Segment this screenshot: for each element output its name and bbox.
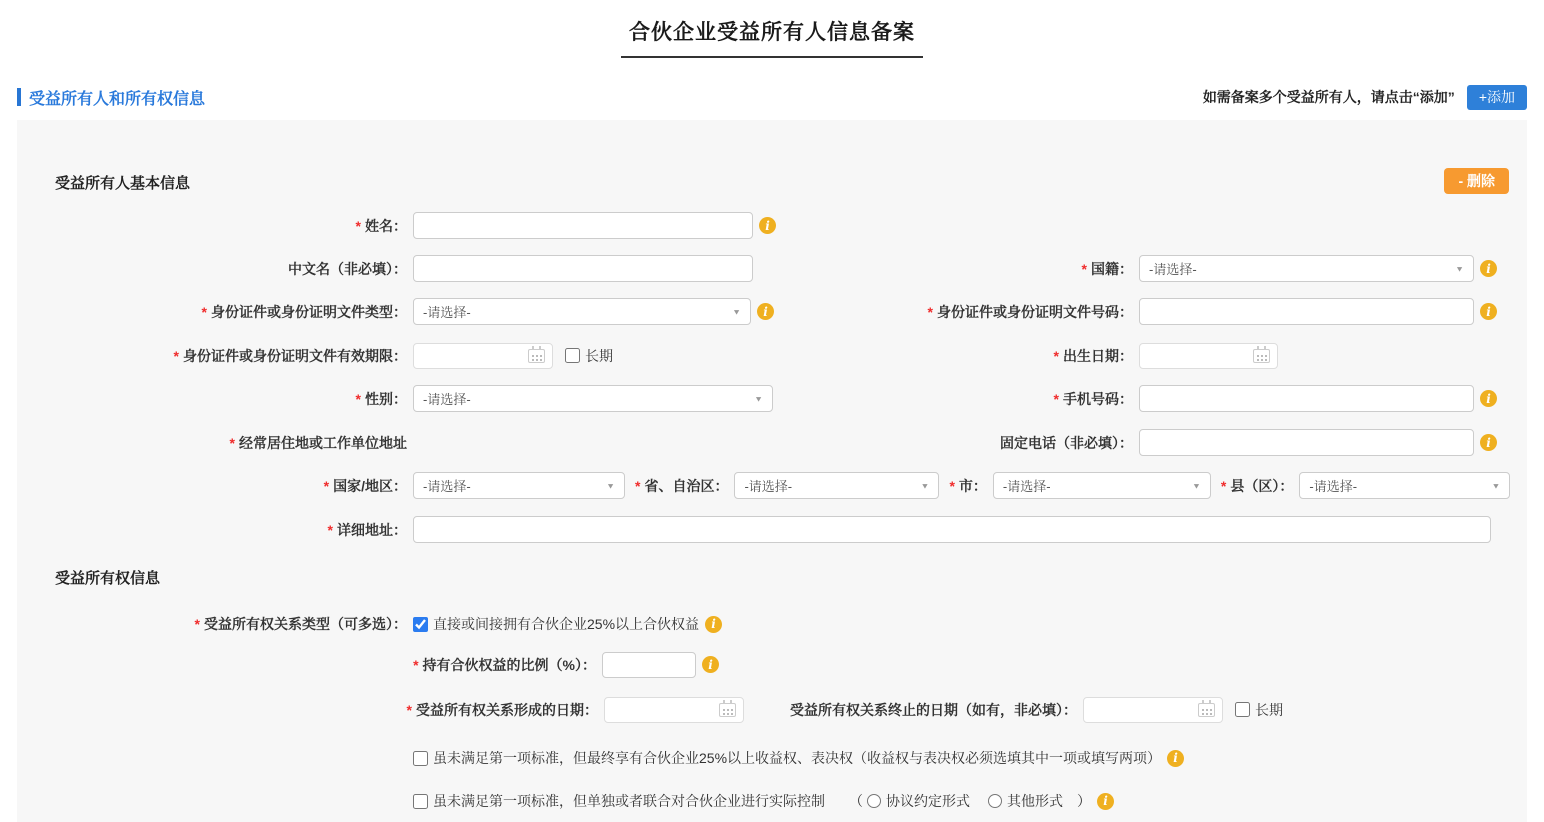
id-number-group	[860, 298, 1497, 325]
country-label-cell	[17, 476, 413, 496]
landline-group	[860, 429, 1497, 456]
country-label: 国家/地区：	[333, 477, 407, 494]
row-region-selects	[17, 472, 1527, 499]
required-mark: *	[635, 477, 641, 494]
id-validity-label-cell	[17, 346, 413, 366]
mobile-group	[860, 385, 1497, 412]
chinese-name-input[interactable]	[413, 255, 753, 282]
required-mark: *	[355, 217, 361, 234]
nationality-label-cell	[860, 259, 1139, 279]
nationality-group	[860, 255, 1497, 282]
id-longterm-checkbox[interactable]	[565, 346, 613, 366]
ownership-option2-label: 虽未满足第一项标准，但最终享有合伙企业25%以上收益权、表决权（收益权与表决权必须选填其中一项或填写两项）	[433, 750, 1162, 766]
ownership-option2-checkbox[interactable]	[413, 748, 1161, 768]
id-number-label: 身份证件或身份证明文件号码：	[937, 303, 1133, 320]
info-icon[interactable]	[759, 217, 776, 234]
section-title: 受益所有人和所有权信息	[29, 90, 206, 108]
required-mark: *	[355, 390, 361, 407]
info-icon[interactable]	[1097, 793, 1114, 810]
paren-close: ）	[1077, 793, 1091, 809]
row-name	[17, 212, 1527, 239]
section-accent-bar	[17, 88, 21, 106]
detail-address-label-cell	[17, 520, 413, 540]
info-icon[interactable]	[1480, 260, 1497, 277]
info-icon[interactable]	[1480, 303, 1497, 320]
id-number-label-cell	[860, 302, 1139, 322]
required-mark: *	[1053, 347, 1059, 364]
row-address-landline	[17, 429, 1527, 456]
required-mark: *	[327, 521, 333, 538]
info-icon[interactable]	[1480, 434, 1497, 451]
select-value: -请选择-	[423, 392, 471, 407]
nationality-select[interactable]	[1139, 255, 1474, 282]
info-icon[interactable]	[705, 616, 722, 633]
info-glyph: i	[1103, 794, 1108, 808]
birth-date-group	[860, 342, 1278, 369]
required-mark: *	[1053, 390, 1059, 407]
ownership-option1-checkbox[interactable]	[413, 614, 699, 634]
other-form-label: 其他形式	[1007, 793, 1063, 809]
required-mark: *	[194, 616, 200, 632]
county-select[interactable]	[1299, 472, 1510, 499]
county-label: 县（区）：	[1230, 477, 1294, 494]
formed-date-label-cell	[17, 700, 604, 720]
info-glyph: i	[1486, 261, 1491, 276]
name-input[interactable]	[413, 212, 753, 239]
name-label: 姓名：	[365, 217, 407, 234]
gender-select[interactable]	[413, 385, 773, 412]
row-relation-type	[17, 614, 1527, 634]
equity-ratio-label-cell	[17, 655, 602, 675]
landline-input[interactable]	[1139, 429, 1474, 456]
required-mark: *	[406, 701, 412, 718]
info-icon[interactable]	[1167, 750, 1184, 767]
name-label-cell	[17, 216, 413, 236]
info-glyph: i	[765, 218, 770, 233]
mobile-label-cell	[860, 389, 1139, 409]
ownership-option1-checkbox-input[interactable]	[413, 617, 428, 632]
select-value: -请选择-	[423, 479, 471, 494]
row-id-type-number	[17, 298, 1527, 325]
row-chinese-name-nationality	[17, 255, 1527, 282]
info-glyph: i	[1486, 304, 1491, 319]
row-gender-mobile	[17, 385, 1527, 412]
long-term-label: 长期	[585, 347, 613, 364]
required-mark: *	[323, 477, 330, 494]
relation-end-date-input[interactable]	[1083, 697, 1223, 723]
select-value: -请选择-	[423, 305, 471, 320]
mobile-input[interactable]	[1139, 385, 1474, 412]
info-glyph: i	[763, 304, 768, 319]
info-glyph: i	[1486, 391, 1491, 406]
city-select[interactable]	[993, 472, 1211, 499]
other-form-radio[interactable]	[988, 791, 1063, 811]
landline-label-cell	[860, 433, 1139, 453]
chevron-down-icon: ▼	[1491, 481, 1501, 490]
info-icon[interactable]	[757, 303, 774, 320]
paren-open: （	[849, 793, 863, 809]
required-mark: *	[173, 347, 179, 364]
relation-type-label-cell	[17, 614, 413, 634]
address-section-label: 经常居住地或工作单位地址	[239, 434, 407, 451]
row-detail-address	[17, 516, 1527, 543]
nationality-label: 国籍：	[1091, 260, 1133, 277]
detail-address-label: 详细地址：	[337, 521, 407, 538]
select-value: -请选择-	[1149, 262, 1197, 277]
detail-address-input[interactable]	[413, 516, 1491, 543]
end-longterm-checkbox-input[interactable]	[1235, 702, 1250, 717]
required-mark: *	[1081, 260, 1087, 277]
agreement-form-radio-input[interactable]	[867, 794, 881, 808]
select-value: -请选择-	[1309, 479, 1358, 494]
info-icon[interactable]	[1480, 390, 1497, 407]
mobile-label: 手机号码：	[1063, 390, 1133, 407]
city-label: 市：	[958, 477, 987, 494]
beneficial-owner-card	[17, 120, 1527, 822]
relation-type-label: 受益所有权关系类型（可多选）：	[204, 616, 407, 632]
equity-ratio-input[interactable]	[602, 652, 696, 678]
birth-date-label-cell	[860, 346, 1139, 366]
select-value: -请选择-	[1002, 479, 1051, 494]
add-hint-text: 如需备案多个受益所有人，请点击“添加”	[1202, 89, 1455, 105]
agreement-form-label: 协议约定形式	[886, 793, 970, 809]
required-mark: *	[1220, 477, 1227, 494]
calendar-icon	[1253, 349, 1270, 363]
info-icon[interactable]	[702, 656, 719, 673]
row-validity-birthdate	[17, 342, 1527, 369]
province-select[interactable]	[734, 472, 939, 499]
ownership-option1-label: 直接或间接拥有合伙企业25%以上合伙权益	[433, 616, 700, 632]
other-form-radio-input[interactable]	[988, 794, 1002, 808]
id-number-input[interactable]	[1139, 298, 1474, 325]
chevron-down-icon: ▼	[754, 394, 763, 403]
ownership-option2-checkbox-input[interactable]	[413, 751, 428, 766]
calendar-icon	[1198, 703, 1215, 717]
page-header	[0, 0, 1544, 58]
chinese-name-label: 中文名（非必填）：	[288, 260, 407, 277]
ownership-option3-label: 虽未满足第一项标准，但单独或者联合对合伙企业进行实际控制	[433, 793, 825, 809]
id-validity-label: 身份证件或身份证明文件有效期限：	[183, 347, 407, 364]
province-label: 省、自治区：	[644, 477, 729, 494]
country-select[interactable]	[413, 472, 625, 499]
info-glyph: i	[711, 617, 716, 631]
calendar-icon	[719, 703, 736, 717]
gender-label-cell	[17, 389, 413, 409]
row-ownership-option2	[413, 748, 1527, 768]
row-equity-ratio	[17, 651, 1527, 678]
chevron-down-icon: ▼	[920, 481, 930, 490]
chevron-down-icon: ▼	[1455, 264, 1464, 273]
section-header	[17, 84, 1527, 110]
birth-date-label: 出生日期：	[1063, 347, 1133, 364]
required-mark: *	[927, 303, 933, 320]
id-validity-date-input[interactable]	[413, 343, 553, 369]
info-glyph: i	[1486, 435, 1491, 450]
equity-ratio-label: 持有合伙权益的比例（%）：	[422, 656, 596, 673]
id-type-label: 身份证件或身份证明文件类型：	[211, 303, 407, 320]
id-type-select[interactable]	[413, 298, 751, 325]
add-button[interactable]: +添加	[1467, 85, 1527, 110]
chevron-down-icon: ▼	[606, 481, 615, 490]
gender-label: 性别：	[365, 390, 407, 407]
long-term-label: 长期	[1255, 701, 1283, 718]
formed-date-label: 受益所有权关系形成的日期：	[416, 701, 598, 718]
ownership-option3-checkbox[interactable]	[413, 791, 825, 811]
required-mark: *	[949, 477, 955, 494]
required-mark: *	[413, 656, 419, 673]
calendar-icon	[528, 349, 545, 363]
birth-date-input[interactable]	[1139, 343, 1278, 369]
row-relation-dates	[17, 696, 1527, 723]
agreement-form-radio[interactable]	[867, 791, 970, 811]
landline-label: 固定电话（非必填）：	[1000, 434, 1133, 451]
select-value: -请选择-	[744, 479, 793, 494]
chevron-down-icon: ▼	[1191, 481, 1201, 490]
end-date-label: 受益所有权关系终止的日期（如有，非必填）：	[790, 701, 1077, 718]
id-type-label-cell	[17, 302, 413, 322]
ownership-option3-checkbox-input[interactable]	[413, 794, 428, 809]
relation-start-date-input[interactable]	[604, 697, 744, 723]
info-glyph: i	[708, 657, 713, 672]
delete-button[interactable]: - 删除	[1444, 168, 1509, 194]
id-longterm-checkbox-input[interactable]	[565, 348, 580, 363]
chevron-down-icon: ▼	[732, 307, 741, 316]
basic-info-title: 受益所有人基本信息	[55, 175, 191, 192]
required-mark: *	[229, 434, 235, 451]
row-ownership-option3	[413, 791, 1527, 811]
end-longterm-checkbox[interactable]	[1235, 700, 1283, 720]
info-glyph: i	[1173, 751, 1178, 765]
page-title: 合伙企业受益所有人信息备案	[621, 16, 923, 58]
chinese-name-label-cell	[17, 259, 413, 279]
ownership-info-title: 受益所有权信息	[55, 570, 161, 587]
address-section-label-cell	[17, 433, 413, 453]
required-mark: *	[201, 303, 207, 320]
